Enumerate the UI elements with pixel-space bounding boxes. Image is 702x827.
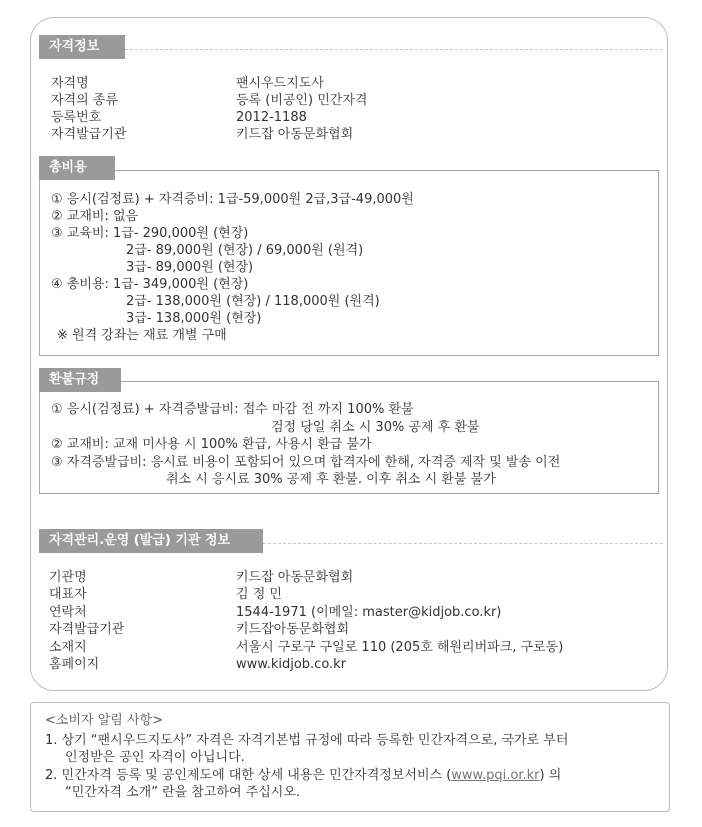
notice-title: <소비자 알림 사항> — [45, 713, 163, 728]
consumer-notice-box — [30, 702, 670, 812]
org-divider — [263, 543, 663, 544]
org-label-ceo: 대표자 — [49, 587, 87, 602]
org-section-title: 자격관리.운영 (발급) 기관 정보 — [39, 529, 263, 553]
info-panel — [30, 17, 668, 691]
cost-line: ④ 총비용: 1급- 349,000원 (현장) — [51, 277, 249, 292]
org-label-address: 소재지 — [49, 640, 87, 655]
org-value-issuer: 키드잡아동문화협회 — [236, 622, 350, 637]
org-label-name: 기관명 — [49, 570, 87, 585]
notice-item-2-text-after: ) 의 — [539, 768, 562, 783]
qual-label-regno: 등록번호 — [51, 110, 102, 125]
org-value-name: 키드잡 아동문화협회 — [236, 570, 354, 585]
cost-line: 2급- 138,000원 (현장) / 118,000원 (원격) — [126, 294, 380, 309]
refund-section-title: 환불규정 — [39, 368, 121, 392]
cost-line: ② 교재비: 없음 — [51, 209, 139, 224]
qual-divider — [125, 49, 663, 50]
qual-value-type: 등록 (비공인) 민간자격 — [236, 93, 368, 108]
cost-line: ① 응시(검정료) + 자격증비: 1급-59,000원 2급,3급-49,000원 — [51, 192, 414, 207]
org-value-homepage: www.kidjob.co.kr — [236, 657, 347, 672]
qual-label-issuer: 자격발급기관 — [51, 127, 127, 142]
refund-line: 취소 시 응시료 30% 공제 후 환불. 이후 취소 시 환불 불가 — [166, 472, 496, 487]
org-label-contact: 연락처 — [49, 605, 87, 620]
cost-line: 2급- 89,000원 (현장) / 69,000원 (원격) — [126, 243, 364, 258]
org-label-homepage: 홈페이지 — [49, 657, 100, 672]
qual-value-regno: 2012-1188 — [236, 110, 307, 125]
refund-line: 검정 당일 취소 시 30% 공제 후 환불 — [271, 420, 480, 435]
cost-line: 3급- 89,000원 (현장) — [126, 260, 254, 275]
org-value-contact: 1544-1971 (이메일: master@kidjob.co.kr) — [236, 605, 502, 620]
qual-label-name: 자격명 — [51, 76, 89, 91]
notice-item-1-line-1: 1. 상기 “팬시우드지도사” 자격은 자격기본법 규정에 따라 등록한 민간자격으로, 국가로 부터 — [45, 733, 569, 748]
org-label-issuer: 자격발급기관 — [49, 622, 125, 637]
qual-value-name: 팬시우드지도사 — [236, 76, 324, 91]
cost-section-title: 총비용 — [39, 156, 115, 180]
notice-item-2-text-before: 2. 민간자격 등록 및 공인제도에 대한 상세 내용은 민간자격정보서비스 ( — [45, 768, 452, 783]
cost-line: 3급- 138,000원 (현장) — [126, 311, 262, 326]
notice-item-2-line-1 — [45, 767, 561, 785]
qual-label-type: 자격의 종류 — [51, 93, 118, 108]
cost-note: ※ 원격 강좌는 재료 개별 구매 — [57, 328, 227, 343]
pqi-link[interactable]: www.pqi.or.kr — [451, 768, 540, 783]
refund-line: ② 교재비: 교재 미사용 시 100% 환급, 사용시 환급 불가 — [51, 437, 372, 452]
org-value-ceo: 김 정 민 — [236, 587, 282, 602]
notice-item-1-line-2: 인정받은 공인 자격이 아닙니다. — [65, 750, 245, 765]
qual-section-title: 자격정보 — [39, 35, 125, 59]
cost-line: ③ 교육비: 1급- 290,000원 (현장) — [51, 226, 249, 241]
qual-value-issuer: 키드잡 아동문화협회 — [236, 127, 354, 142]
notice-item-2-line-2: “민간자격 소개” 란을 참고하여 주십시오. — [65, 785, 301, 800]
refund-line: ③ 자격증발급비: 응시료 비용이 포함되어 있으며 합격자에 한해, 자격증 제작 및 발송 이전 — [51, 455, 561, 470]
refund-line: ① 응시(검정료) + 자격증발급비: 접수 마감 전 까지 100% 환불 — [51, 402, 414, 417]
org-value-address: 서울시 구로구 구일로 110 (205호 해원리버파크, 구로동) — [236, 640, 564, 655]
